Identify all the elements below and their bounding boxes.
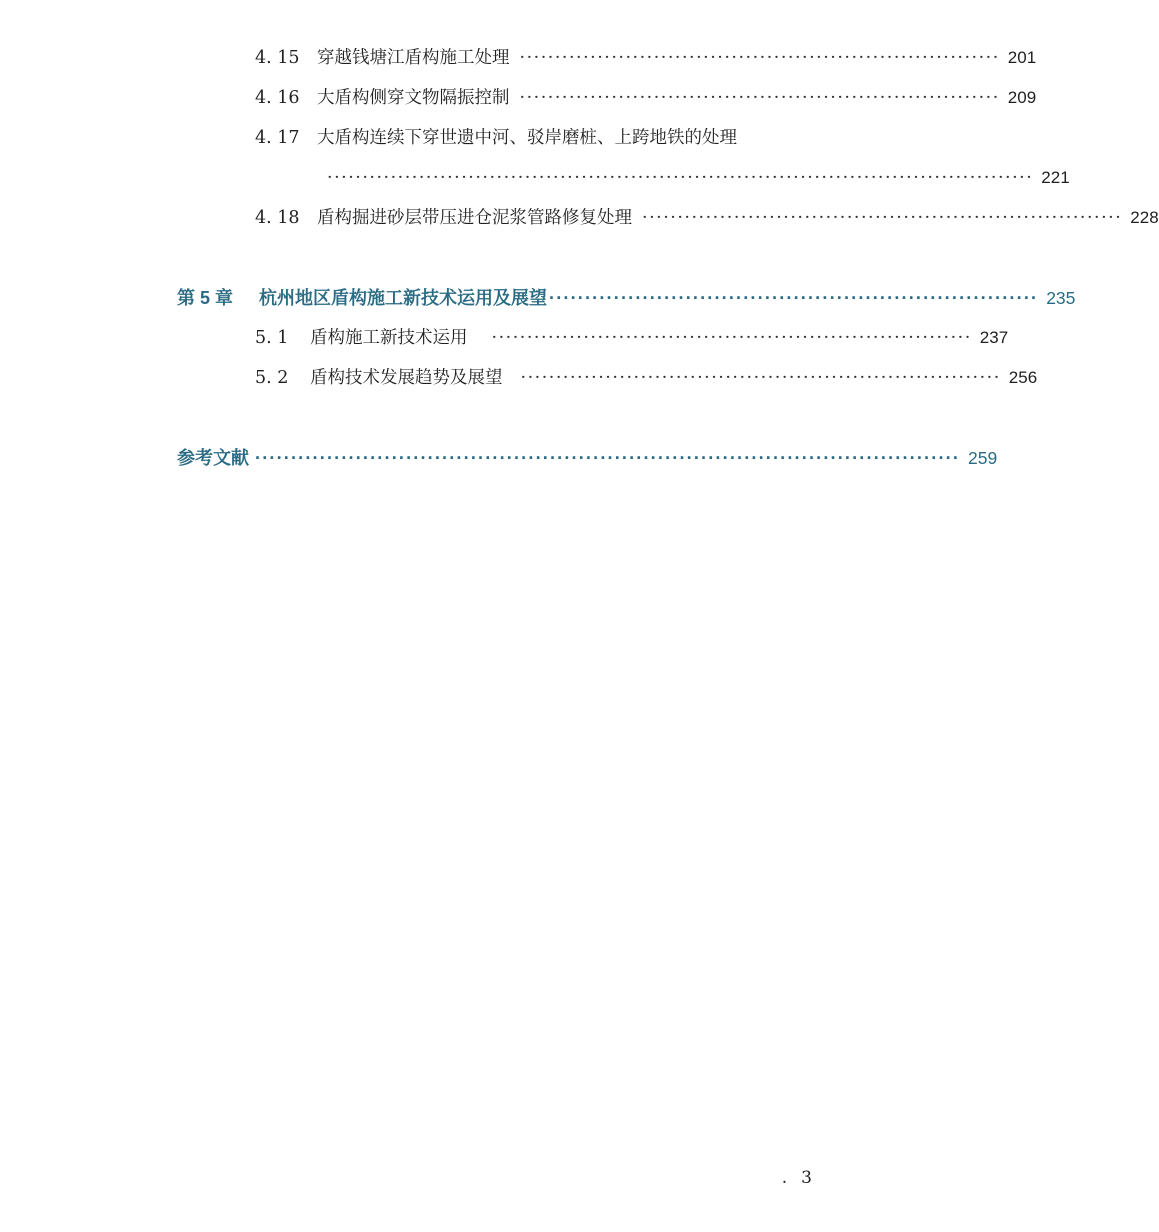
dot-leader: ···································································· — [549, 288, 1039, 308]
toc-entry-continuation[interactable] — [327, 163, 1070, 193]
dot-leader: ···································································· — [520, 368, 1001, 388]
folio-number: 3 — [801, 1168, 812, 1188]
toc-entry[interactable] — [255, 323, 1009, 353]
page-number: 235 — [1046, 288, 1076, 308]
page-folio — [782, 1168, 812, 1188]
references-title: 参考文献 — [177, 448, 249, 468]
section-title: 盾构施工新技术运用 — [310, 328, 468, 348]
page-number: 237 — [979, 328, 1009, 347]
page-number: 221 — [1041, 168, 1070, 187]
toc-chapter-5[interactable] — [177, 283, 1076, 313]
section-number: 5. 1 — [255, 328, 289, 348]
chapter-label: 第 5 章 — [177, 288, 234, 308]
section-number: 4. 15 — [255, 48, 300, 68]
toc-entry[interactable] — [255, 203, 1159, 233]
dot-leader: ···································································· — [519, 48, 1000, 68]
dot-leader: ···································································· — [642, 208, 1123, 228]
section-title: 盾构掘进砂层带压进仓泥浆管路修复处理 — [317, 208, 632, 228]
dot-leader: ···································································································· — [327, 168, 1034, 188]
section-title: 穿越钱塘江盾构施工处理 — [317, 48, 510, 68]
section-number: 4. 16 — [255, 88, 300, 108]
page-number: 256 — [1008, 368, 1038, 387]
section-number: 5. 2 — [255, 368, 289, 388]
dot-leader: ···································································· — [491, 328, 972, 348]
toc-entry[interactable] — [255, 123, 813, 153]
section-number: 4. 17 — [255, 128, 300, 148]
dot-leader: ·································································································· — [255, 448, 961, 468]
section-number: 4. 18 — [255, 208, 300, 228]
chapter-title: 杭州地区盾构施工新技术运用及展望 — [259, 288, 547, 308]
page-number: 228 — [1130, 208, 1159, 227]
folio-dot: . — [781, 1168, 788, 1188]
toc-entry[interactable] — [255, 83, 1037, 113]
page-number: 209 — [1007, 88, 1037, 107]
toc-entry[interactable] — [255, 43, 1037, 73]
section-title: 大盾构连续下穿世遗中河、驳岸磨桩、上跨地铁的处理 — [317, 128, 737, 148]
section-title: 盾构技术发展趋势及展望 — [310, 368, 503, 388]
section-title: 大盾构侧穿文物隔振控制 — [317, 88, 510, 108]
toc-entry[interactable] — [255, 363, 1038, 393]
page-number: 259 — [968, 448, 998, 468]
dot-leader: ···································································· — [519, 88, 1000, 108]
page-number: 201 — [1007, 48, 1037, 67]
toc-references[interactable] — [177, 443, 998, 473]
